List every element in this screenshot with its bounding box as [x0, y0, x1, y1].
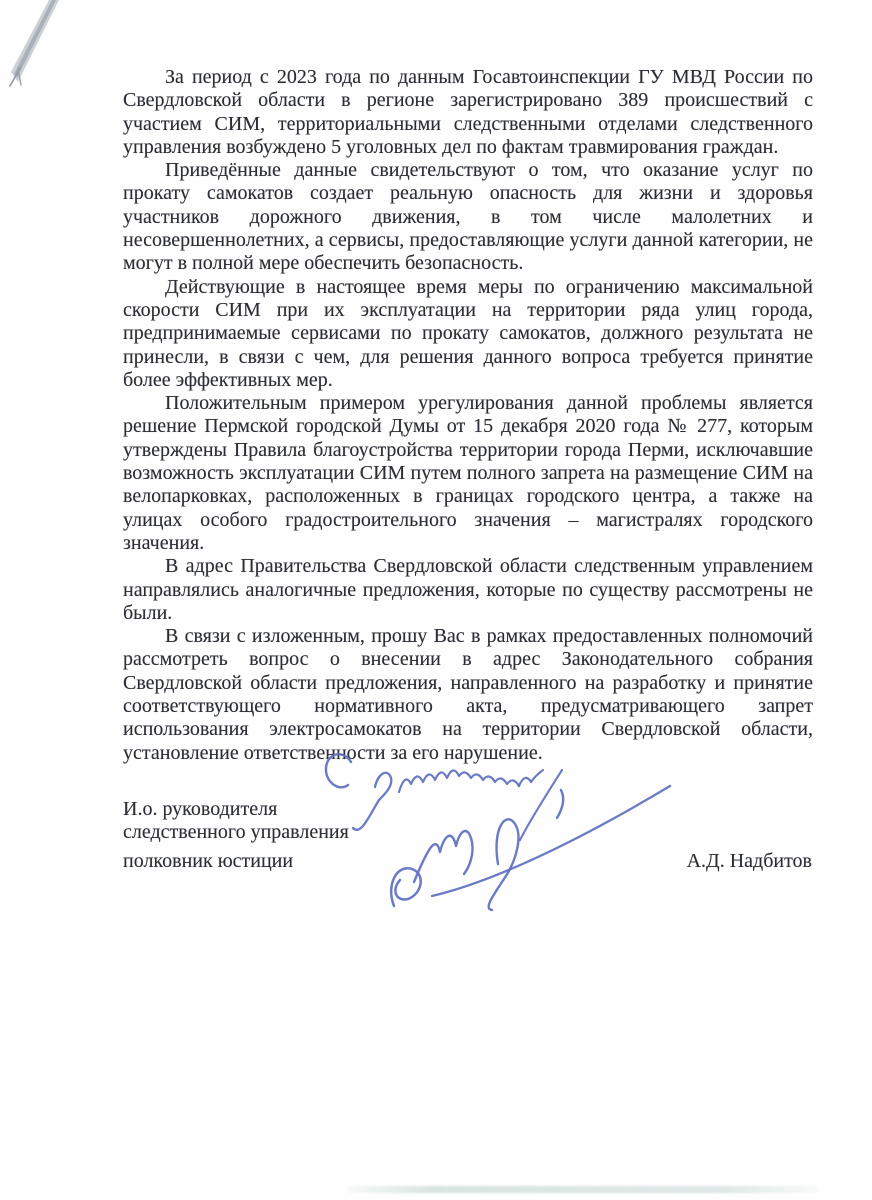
fold-crease-mark — [6, 0, 70, 98]
paragraph: В связи с изложенным, прошу Вас в рамках предоставленных полномочий рассмотреть вопрос о внесении в адрес Законодательного собрания Свердловской области предложения, направленного на разработку и принятие соответствующего нормативного акта, предусматривающего запрет использования электросамокатов на территории Свердловской области, установление ответственности за его нарушение. — [123, 625, 813, 764]
signoff-position-line1: И.о. руководителя — [123, 798, 278, 820]
scan-smudge-artifact — [348, 1186, 818, 1193]
signoff-rank: полковник юстиции — [123, 850, 294, 872]
paragraph: За период с 2023 года по данным Госавтоинспекции ГУ МВД России по Свердловской области в регионе зарегистрировано 389 происшествий с участием СИМ, территориальными следственными отделами следственного управления возбуждено 5 уголовных дел по фактам травмирования граждан. — [123, 66, 813, 158]
paragraph: Приведённые данные свидетельствуют о том, что оказание услуг по прокату самокатов создает реальную опасность для жизни и здоровья участников дорожного движения, в том числе малолетних и несовершеннолетних, а сервисы, предоставляющие услуги данной категории, не могут в полной мере обеспечить безопасность. — [123, 159, 813, 275]
paragraph: Действующие в настоящее время меры по ограничению максимальной скорости СИМ при их эксплуатации на территории ряда улиц города, предпринимаемые сервисами по прокату самокатов, должного результата не принесли, в связи с чем, для решения данного вопроса требуется принятие более эффективных мер. — [123, 275, 813, 391]
signature — [380, 768, 685, 913]
signer-name: А.Д. Надбитов — [686, 850, 812, 872]
signoff-position — [123, 798, 349, 845]
paragraph: Положительным примером урегулирования данной проблемы является решение Пермской городской Думы от 15 декабря 2020 года № 277, которым утверждены Правила благоустройства территории города Перми, исключавшие возможность эксплуатации СИМ путем полного запрета на размещение СИМ на велопарковках, расположенных в границах городского центра, а также на улицах особого градостроительного значения – магистралях городского значения. — [123, 392, 813, 554]
letter-body — [123, 66, 813, 765]
paragraph: В адрес Правительства Свердловской области следственным управлением направлялись аналогичные предложения, которые по существу рассмотрены не были. — [123, 555, 813, 624]
signoff-position-line2: следственного управления — [123, 821, 349, 844]
